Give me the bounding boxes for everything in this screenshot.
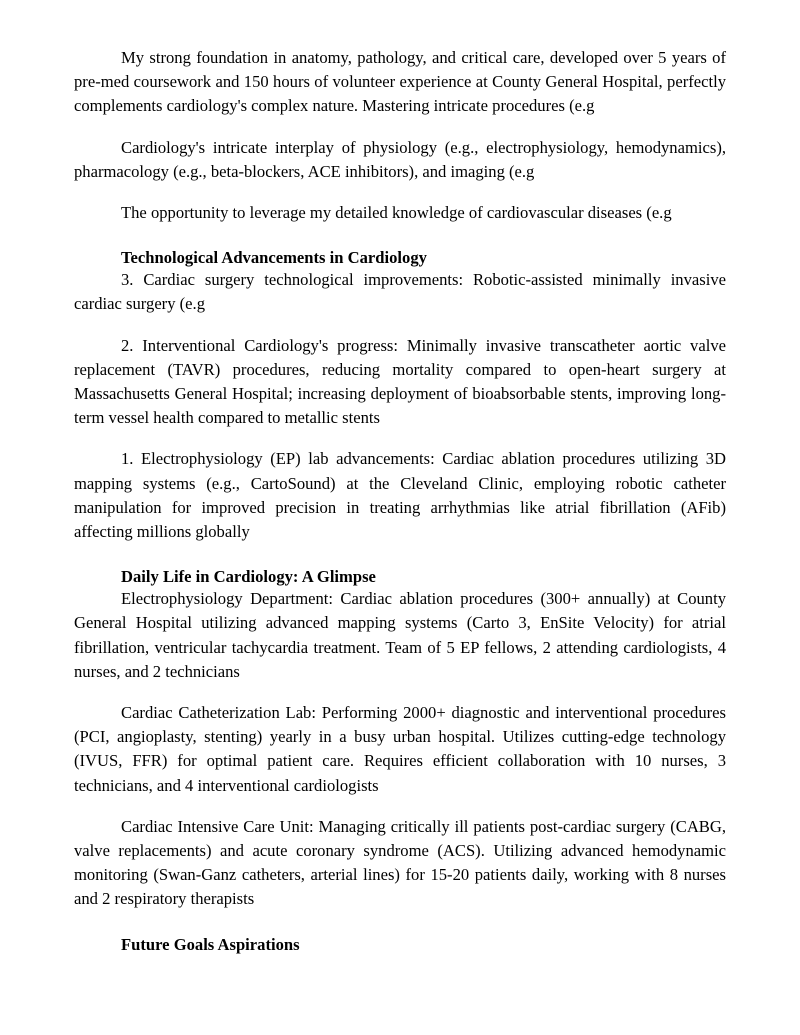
daily-paragraph-2: Cardiac Catheterization Lab: Performing 2000+ diagnostic and interventional procedures (PCI, angioplasty, stenting) yearly in a busy urban hospital. Utilizes cutting-edge technology (IVUS, FFR) for optimal patient care. Requires efficient collaboration with 10 nurses, 3 technicians, and 4 interventional cardiologists: [74, 703, 726, 795]
intro-paragraph-3: The opportunity to leverage my detailed knowledge of cardiovascular diseases (e.g: [121, 203, 672, 223]
intro-paragraph-2: Cardiology's intricate interplay of physiology (e.g., electrophysiology, hemodynamics), pharmacology (e.g., beta-blockers, ACE inhibitors), and imaging (e.g: [74, 137, 726, 181]
tech-paragraph-2: 2. Interventional Cardiology's progress: Minimally invasive transcatheter aortic valve replacement (TAVR) procedures, reducing mortality compared to open-heart surgery at Massachusetts General Hospital; increasing deployment of bioabsorbable stents, improving long-term vessel health compared to metallic stents: [74, 335, 726, 428]
tech-paragraph-3: 1. Electrophysiology (EP) lab advancements: Cardiac ablation procedures utilizing 3D mapping systems (e.g., CartoSound) at the Cleveland Clinic, employing robotic catheter manipulation for improved precision in treating arrhythmias like atrial fibrillation (AFib) affecting millions globally: [74, 449, 726, 542]
daily-paragraph-1: Electrophysiology Department: Cardiac ablation procedures (300+ annually) at County General Hospital utilizing advanced mapping systems (Carto 3, EnSite Velocity) for atrial fibrillation, ventricular tachycardia treatment. Team of 5 EP fellows, 2 attending cardiologists, 4 nurses, and 2 technicians: [74, 589, 726, 681]
tech-paragraph-1: 3. Cardiac surgery technological improvements: Robotic-assisted minimally invasive cardiac surgery (e.g: [74, 270, 726, 314]
intro-paragraph-1: My strong foundation in anatomy, pathology, and critical care, developed over 5 years of pre-med coursework and 150 hours of volunteer experience at County General Hospital, perfectly complements cardiology's complex nature. Mastering intricate procedures (e.g: [74, 48, 726, 116]
section-heading-tech: Technological Advancements in Cardiology: [121, 248, 427, 268]
daily-paragraph-3: Cardiac Intensive Care Unit: Managing critically ill patients post-cardiac surgery (CABG, valve replacements) and acute coronary syndrome (ACS). Utilizing advanced hemodynamic monitoring (Swan-Ganz catheters, arterial lines) for 15-20 patients daily, working with 8 nurses and 2 respiratory therapists: [74, 816, 726, 909]
document-page: [74, 46, 726, 955]
section-heading-future: Future Goals Aspirations: [121, 934, 300, 954]
section-heading-daily: Daily Life in Cardiology: A Glimpse: [121, 567, 376, 587]
